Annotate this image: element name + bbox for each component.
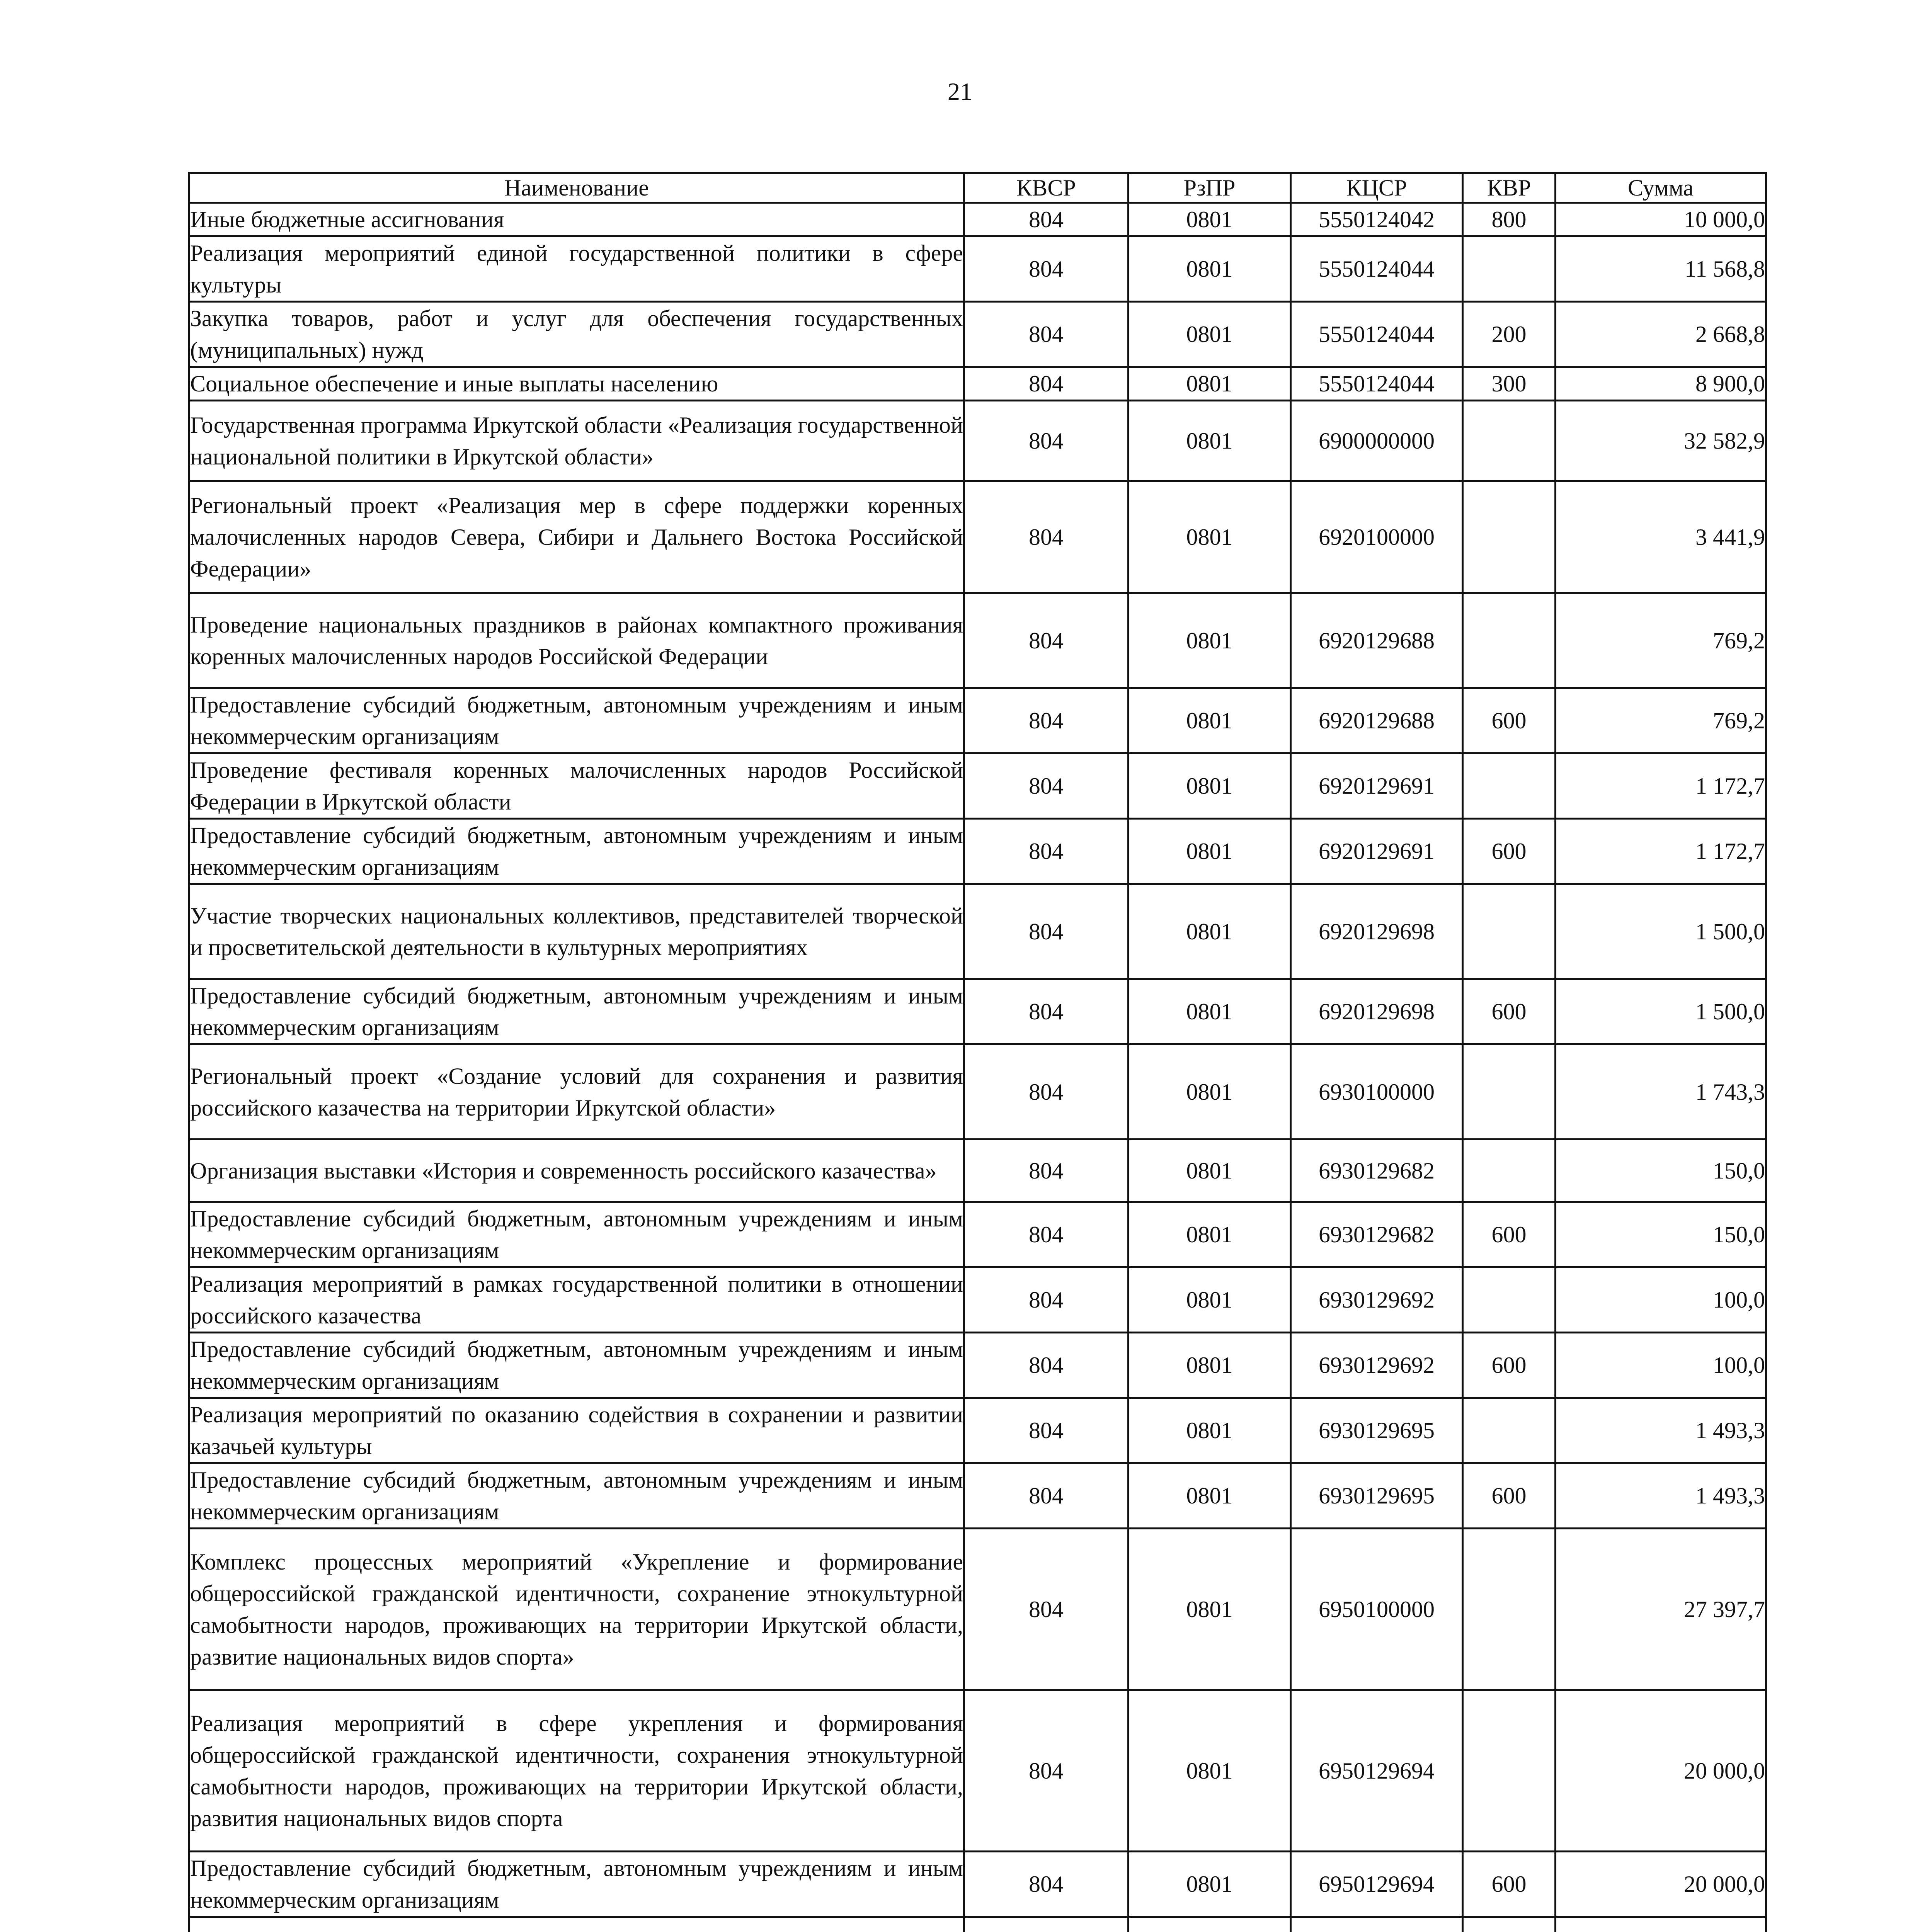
kvr-cell: 600 — [1463, 1333, 1556, 1398]
name-cell: Региональный проект «Создание условий для сохранения и развития российского казачества на территории Иркутской области» — [189, 1044, 964, 1139]
name-cell: Реализация мероприятий в сфере укрепления и формирования общероссийской гражданской идентичности, сохранения этнокультурной самобытности народов, проживающих на территории Иркутской области, развития национальных видов спорта — [189, 1690, 964, 1852]
kvsr-cell: 804 — [964, 1267, 1129, 1333]
kcsr-cell: 6920129698 — [1291, 979, 1463, 1044]
kvsr-cell: 804 — [964, 1333, 1129, 1398]
kvsr-cell: 804 — [964, 688, 1129, 753]
kcsr-cell: 6950129694 — [1291, 1690, 1463, 1852]
sum-cell: 769,2 — [1556, 688, 1766, 753]
name-cell: Организация выставки «История и современность российского казачества» — [189, 1139, 964, 1202]
rzpr-cell: 0801 — [1129, 1852, 1291, 1917]
kvsr-cell: 804 — [964, 1529, 1129, 1690]
sum-cell: 769,2 — [1556, 593, 1766, 688]
rzpr-cell: 0801 — [1129, 1267, 1291, 1333]
sum-cell — [1556, 1917, 1766, 1932]
kvsr-cell: 804 — [964, 753, 1129, 819]
kvsr-cell: 804 — [964, 302, 1129, 367]
sum-cell: 1 493,3 — [1556, 1398, 1766, 1463]
kvr-cell — [1463, 753, 1556, 819]
page-number: 21 — [948, 78, 972, 105]
sum-cell: 150,0 — [1556, 1202, 1766, 1267]
name-cell: Реализация мероприятий в рамках государственной политики в отношении российского казачества — [189, 1267, 964, 1333]
sum-cell: 10 000,0 — [1556, 203, 1766, 236]
kcsr-cell: 6930129692 — [1291, 1333, 1463, 1398]
name-cell: Комплекс процессных мероприятий «Укрепление и формирование общероссийской гражданской идентичности, сохранение этнокультурной самобытности народов, проживающих на территории Иркутской области, развитие национальных видов спорта» — [189, 1529, 964, 1690]
table-row — [189, 367, 1766, 401]
header-sum: Сумма — [1556, 173, 1766, 203]
kvr-cell: 600 — [1463, 819, 1556, 884]
rzpr-cell: 0801 — [1129, 688, 1291, 753]
rzpr-cell: 0801 — [1129, 1139, 1291, 1202]
kvsr-cell: 804 — [964, 593, 1129, 688]
kcsr-cell: 6920129688 — [1291, 688, 1463, 753]
name-cell: Предоставление субсидий бюджетным, автономным учреждениям и иным некоммерческим организациям — [189, 1202, 964, 1267]
rzpr-cell: 0801 — [1129, 593, 1291, 688]
header-kcsr: КЦСР — [1291, 173, 1463, 203]
kcsr-cell: 6920129698 — [1291, 884, 1463, 979]
table-row — [189, 753, 1766, 819]
table-row — [189, 819, 1766, 884]
sum-cell: 20 000,0 — [1556, 1690, 1766, 1852]
sum-cell: 2 668,8 — [1556, 302, 1766, 367]
kcsr-cell: 5550124044 — [1291, 236, 1463, 302]
kvsr-cell: 804 — [964, 1044, 1129, 1139]
rzpr-cell — [1129, 1917, 1291, 1932]
kvsr-cell: 804 — [964, 367, 1129, 401]
kvsr-cell: 804 — [964, 1690, 1129, 1852]
sum-cell: 100,0 — [1556, 1333, 1766, 1398]
sum-cell: 32 582,9 — [1556, 401, 1766, 481]
kcsr-cell — [1291, 1917, 1463, 1932]
rzpr-cell: 0801 — [1129, 203, 1291, 236]
sum-cell: 1 493,3 — [1556, 1463, 1766, 1529]
budget-table — [188, 172, 1767, 1932]
kcsr-cell: 6920129691 — [1291, 753, 1463, 819]
table-row — [189, 688, 1766, 753]
name-cell: Предоставление субсидий бюджетным, автономным учреждениям и иным некоммерческим организациям — [189, 688, 964, 753]
kvr-cell — [1463, 593, 1556, 688]
header-kvsr: КВСР — [964, 173, 1129, 203]
kvsr-cell: 804 — [964, 1398, 1129, 1463]
kvr-cell — [1463, 1267, 1556, 1333]
header-name: Наименование — [189, 173, 964, 203]
kvsr-cell: 804 — [964, 979, 1129, 1044]
kvr-cell — [1463, 1139, 1556, 1202]
rzpr-cell: 0801 — [1129, 401, 1291, 481]
table-row — [189, 401, 1766, 481]
rzpr-cell: 0801 — [1129, 1202, 1291, 1267]
kcsr-cell: 6930100000 — [1291, 1044, 1463, 1139]
kvr-cell — [1463, 884, 1556, 979]
name-cell: Иные бюджетные ассигнования — [189, 203, 964, 236]
kcsr-cell: 6930129692 — [1291, 1267, 1463, 1333]
kcsr-cell: 5550124044 — [1291, 302, 1463, 367]
name-cell: Предоставление субсидий бюджетным, автономным учреждениям и иным некоммерческим организациям — [189, 819, 964, 884]
kvsr-cell: 804 — [964, 236, 1129, 302]
kcsr-cell: 6930129695 — [1291, 1463, 1463, 1529]
name-cell: Предоставление субсидий бюджетным, автономным учреждениям и иным некоммерческим организациям — [189, 1463, 964, 1529]
name-cell: Предоставление субсидий бюджетным, автономным учреждениям и иным некоммерческим организациям — [189, 1852, 964, 1917]
kvr-cell — [1463, 1044, 1556, 1139]
name-cell: Реализация мероприятий единой государственной политики в сфере культуры — [189, 236, 964, 302]
name-cell: Социальное обеспечение и иные выплаты населению — [189, 367, 964, 401]
kvr-cell — [1463, 1529, 1556, 1690]
rzpr-cell: 0801 — [1129, 1529, 1291, 1690]
kvr-cell — [1463, 236, 1556, 302]
kvsr-cell: 804 — [964, 819, 1129, 884]
kvsr-cell: 804 — [964, 1139, 1129, 1202]
kcsr-cell: 6920100000 — [1291, 481, 1463, 593]
sum-cell: 3 441,9 — [1556, 481, 1766, 593]
kcsr-cell: 6950100000 — [1291, 1529, 1463, 1690]
kvsr-cell: 804 — [964, 1463, 1129, 1529]
rzpr-cell: 0801 — [1129, 1463, 1291, 1529]
kvr-cell: 200 — [1463, 302, 1556, 367]
rzpr-cell: 0801 — [1129, 367, 1291, 401]
kvr-cell: 600 — [1463, 1852, 1556, 1917]
table-row — [189, 302, 1766, 367]
kvsr-cell: 804 — [964, 401, 1129, 481]
kcsr-cell: 6930129682 — [1291, 1139, 1463, 1202]
rzpr-cell: 0801 — [1129, 236, 1291, 302]
kvsr-cell: 804 — [964, 1852, 1129, 1917]
sum-cell: 27 397,7 — [1556, 1529, 1766, 1690]
kcsr-cell: 6930129695 — [1291, 1398, 1463, 1463]
header-kvr: КВР — [1463, 173, 1556, 203]
kvr-cell: 600 — [1463, 1202, 1556, 1267]
name-cell — [189, 1917, 964, 1932]
name-cell: Предоставление субсидий бюджетным, автономным учреждениям и иным некоммерческим организациям — [189, 1333, 964, 1398]
kcsr-cell: 6930129682 — [1291, 1202, 1463, 1267]
table-row — [189, 1463, 1766, 1529]
table-row — [189, 481, 1766, 593]
name-cell: Проведение фестиваля коренных малочисленных народов Российской Федерации в Иркутской области — [189, 753, 964, 819]
kvr-cell — [1463, 481, 1556, 593]
kvr-cell — [1463, 1917, 1556, 1932]
table-row — [189, 203, 1766, 236]
name-cell: Государственная программа Иркутской области «Реализация государственной национальной политики в Иркутской области» — [189, 401, 964, 481]
kvr-cell — [1463, 1398, 1556, 1463]
table-row — [189, 884, 1766, 979]
sum-cell: 1 172,7 — [1556, 753, 1766, 819]
table-row — [189, 1690, 1766, 1852]
sum-cell: 1 172,7 — [1556, 819, 1766, 884]
sum-cell: 8 900,0 — [1556, 367, 1766, 401]
rzpr-cell: 0801 — [1129, 819, 1291, 884]
sum-cell: 150,0 — [1556, 1139, 1766, 1202]
table-row — [189, 593, 1766, 688]
kvr-cell: 800 — [1463, 203, 1556, 236]
name-cell: Закупка товаров, работ и услуг для обеспечения государственных (муниципальных) нужд — [189, 302, 964, 367]
kvsr-cell — [964, 1917, 1129, 1932]
kvr-cell — [1463, 401, 1556, 481]
sum-cell: 100,0 — [1556, 1267, 1766, 1333]
kcsr-cell: 6900000000 — [1291, 401, 1463, 481]
kcsr-cell: 6950129694 — [1291, 1852, 1463, 1917]
kvsr-cell: 804 — [964, 1202, 1129, 1267]
kvr-cell: 600 — [1463, 1463, 1556, 1529]
kvsr-cell: 804 — [964, 203, 1129, 236]
kvr-cell — [1463, 1690, 1556, 1852]
kvsr-cell: 804 — [964, 884, 1129, 979]
rzpr-cell: 0801 — [1129, 884, 1291, 979]
kcsr-cell: 6920129688 — [1291, 593, 1463, 688]
table-row — [189, 1267, 1766, 1333]
table-row — [189, 1044, 1766, 1139]
kvr-cell: 600 — [1463, 688, 1556, 753]
table-row — [189, 236, 1766, 302]
rzpr-cell: 0801 — [1129, 1398, 1291, 1463]
name-cell: Участие творческих национальных коллективов, представителей творческой и просветительской деятельности в культурных мероприятиях — [189, 884, 964, 979]
sum-cell: 1 743,3 — [1556, 1044, 1766, 1139]
table-row — [189, 1202, 1766, 1267]
kcsr-cell: 6920129691 — [1291, 819, 1463, 884]
rzpr-cell: 0801 — [1129, 302, 1291, 367]
name-cell: Региональный проект «Реализация мер в сфере поддержки коренных малочисленных народов Севера, Сибири и Дальнего Востока Российской Федерации» — [189, 481, 964, 593]
header-rzpr: РзПР — [1129, 173, 1291, 203]
table-row — [189, 1917, 1766, 1932]
kvr-cell: 300 — [1463, 367, 1556, 401]
rzpr-cell: 0801 — [1129, 1044, 1291, 1139]
table-row — [189, 1529, 1766, 1690]
rzpr-cell: 0801 — [1129, 1333, 1291, 1398]
kvr-cell: 600 — [1463, 979, 1556, 1044]
kvsr-cell: 804 — [964, 481, 1129, 593]
sum-cell: 20 000,0 — [1556, 1852, 1766, 1917]
sum-cell: 11 568,8 — [1556, 236, 1766, 302]
table-row — [189, 1139, 1766, 1202]
table-row — [189, 1398, 1766, 1463]
table-row — [189, 1852, 1766, 1917]
table-header-row — [189, 173, 1766, 203]
name-cell: Реализация мероприятий по оказанию содействия в сохранении и развитии казачьей культуры — [189, 1398, 964, 1463]
rzpr-cell: 0801 — [1129, 979, 1291, 1044]
name-cell: Предоставление субсидий бюджетным, автономным учреждениям и иным некоммерческим организациям — [189, 979, 964, 1044]
name-cell: Проведение национальных праздников в районах компактного проживания коренных малочисленных народов Российской Федерации — [189, 593, 964, 688]
rzpr-cell: 0801 — [1129, 753, 1291, 819]
sum-cell: 1 500,0 — [1556, 979, 1766, 1044]
table-row — [189, 1333, 1766, 1398]
rzpr-cell: 0801 — [1129, 481, 1291, 593]
rzpr-cell: 0801 — [1129, 1690, 1291, 1852]
kcsr-cell: 5550124042 — [1291, 203, 1463, 236]
kcsr-cell: 5550124044 — [1291, 367, 1463, 401]
sum-cell: 1 500,0 — [1556, 884, 1766, 979]
table-row — [189, 979, 1766, 1044]
